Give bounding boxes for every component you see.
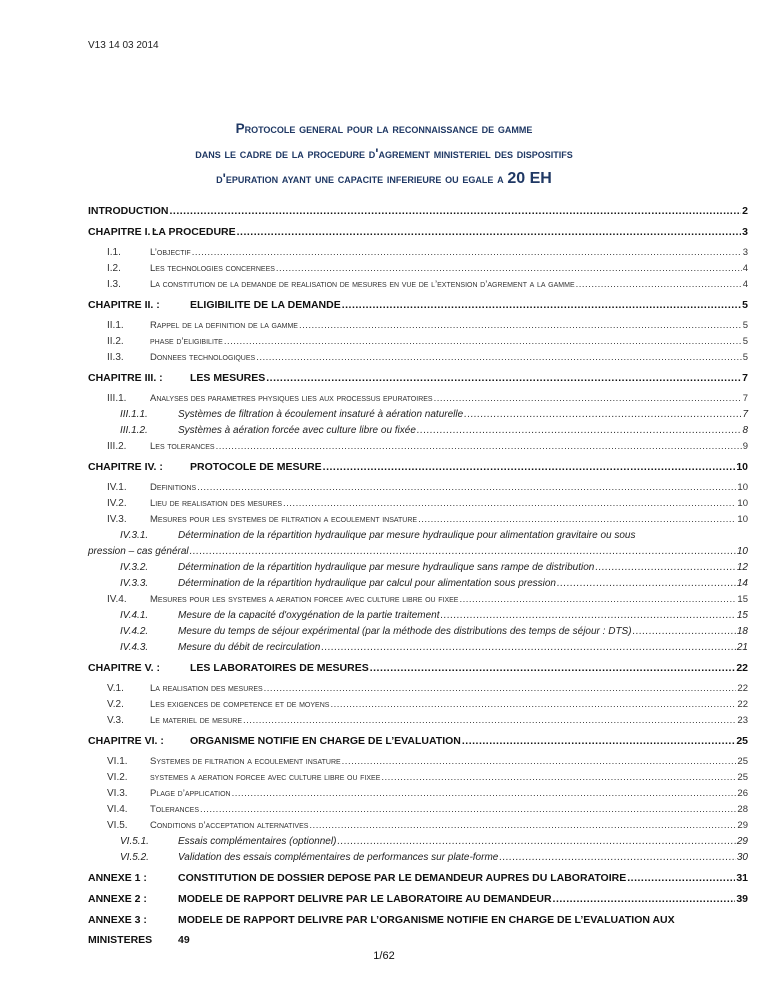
toc-number: VI.2. bbox=[107, 772, 128, 783]
toc-entry-l3[interactable] bbox=[88, 576, 748, 592]
toc-entry-l2[interactable] bbox=[88, 391, 748, 407]
title-capacity: 20 EH bbox=[507, 170, 552, 187]
dot-leader bbox=[283, 496, 736, 512]
toc-number: IV.4.3. bbox=[120, 642, 149, 653]
toc-entry-annex-continued[interactable] bbox=[88, 932, 748, 949]
toc-page: 10 bbox=[736, 546, 748, 557]
toc-page: 26 bbox=[737, 788, 748, 799]
toc-number: VI.3. bbox=[107, 788, 128, 799]
toc-label: Détermination de la répartition hydraulique par calcul pour alimentation sous pression bbox=[178, 578, 556, 589]
toc-label: Tolerances bbox=[150, 804, 199, 815]
dot-leader bbox=[627, 870, 735, 886]
toc-entry-l2[interactable] bbox=[88, 318, 748, 334]
dot-leader bbox=[323, 459, 736, 475]
dot-leader bbox=[434, 391, 742, 407]
toc-number: IV.2. bbox=[107, 498, 127, 509]
dot-leader bbox=[330, 697, 736, 713]
toc-entry-l3[interactable] bbox=[88, 624, 748, 640]
toc-label: Systemes de filtration a ecoulement insature bbox=[150, 756, 341, 767]
toc-number: ANNEXE 2 : bbox=[88, 893, 147, 905]
document-version: V13 14 03 2014 bbox=[88, 40, 159, 51]
toc-number: CHAPITRE VI. : bbox=[88, 735, 164, 747]
dot-leader bbox=[299, 318, 742, 334]
toc-label: Détermination de la répartition hydraulique par mesure hydraulique pour alimentation gravitaire ou sous bbox=[178, 530, 636, 541]
toc-number: ANNEXE 1 : bbox=[88, 872, 147, 884]
toc-label: PROTOCOLE DE MESURE bbox=[190, 461, 322, 473]
toc-entry-chap[interactable] bbox=[88, 660, 748, 677]
dot-leader bbox=[459, 592, 736, 608]
toc-number: I.3. bbox=[107, 279, 121, 290]
dot-leader bbox=[276, 261, 742, 277]
dot-leader bbox=[464, 407, 741, 423]
toc-entry-chap[interactable] bbox=[88, 370, 748, 387]
toc-number: VI.5. bbox=[107, 820, 128, 831]
dot-leader bbox=[192, 245, 742, 261]
toc-number: IV.4.2. bbox=[120, 626, 149, 637]
dot-leader bbox=[237, 224, 742, 240]
toc-page: 28 bbox=[737, 804, 748, 815]
toc-page: 5 bbox=[742, 299, 748, 311]
toc-page: 5 bbox=[742, 320, 748, 331]
toc-number: IV.4. bbox=[107, 594, 127, 605]
toc-label: CONSTITUTION DE DOSSIER DEPOSE PAR LE DEMANDEUR AUPRES DU LABORATOIRE bbox=[178, 872, 627, 884]
toc-label: MODELE DE RAPPORT DELIVRE PAR LE LABORATOIRE AU DEMANDEUR bbox=[178, 893, 552, 905]
toc-entry-annex[interactable] bbox=[88, 870, 748, 887]
toc-label: Conditions d’acceptation alternatives bbox=[150, 820, 309, 831]
toc-number: V.1. bbox=[107, 683, 124, 694]
dot-leader bbox=[576, 277, 742, 293]
toc-number: III.1.2. bbox=[120, 425, 148, 436]
toc-page: 2 bbox=[742, 205, 748, 217]
toc-entry-l3[interactable] bbox=[88, 850, 748, 866]
toc-number: III.1.1. bbox=[120, 409, 148, 420]
toc-entry-l2[interactable] bbox=[88, 802, 748, 818]
toc-label: La realisation des mesures bbox=[150, 683, 263, 694]
toc-number: VI.4. bbox=[107, 804, 128, 815]
toc-label: Le materiel de mesure bbox=[150, 715, 243, 726]
toc-number: IV.3.1. bbox=[120, 530, 149, 541]
toc-entry-l2[interactable] bbox=[88, 818, 748, 834]
toc-entry-chap[interactable] bbox=[88, 733, 748, 750]
toc-label: Mesure du débit de recirculation bbox=[178, 642, 321, 653]
toc-page: 15 bbox=[737, 594, 748, 605]
dot-leader bbox=[264, 681, 737, 697]
toc-entry-l3[interactable] bbox=[88, 423, 748, 439]
toc-label: Validation des essais complémentaires de performances sur plate-forme bbox=[178, 852, 499, 863]
table-of-contents bbox=[88, 203, 748, 950]
toc-page: 22 bbox=[736, 662, 748, 674]
toc-entry-chap[interactable] bbox=[88, 224, 748, 241]
toc-number: II.1. bbox=[107, 320, 124, 331]
toc-page: 10 bbox=[737, 482, 748, 493]
toc-number: IV.4.1. bbox=[120, 610, 149, 621]
toc-label: Mesure du temps de séjour expérimental (par la méthode des distributions des temps de séjour : DTS) bbox=[178, 626, 632, 637]
toc-label: Systèmes de filtration à écoulement insaturé à aération naturelle bbox=[178, 409, 464, 420]
toc-page: 49 bbox=[178, 934, 190, 946]
dot-leader bbox=[595, 560, 736, 576]
toc-entry-annex[interactable] bbox=[88, 912, 748, 932]
toc-entry-l2[interactable] bbox=[88, 334, 748, 350]
toc-page: 9 bbox=[742, 441, 748, 452]
toc-label: Les exigences de competence et de moyens bbox=[150, 699, 330, 710]
toc-label: Les tolerances bbox=[150, 441, 215, 452]
toc-entry-l2[interactable] bbox=[88, 512, 748, 528]
toc-label: Donnees technologiques bbox=[150, 352, 256, 363]
toc-entry-l2[interactable] bbox=[88, 245, 748, 261]
toc-label: INTRODUCTION bbox=[88, 205, 169, 217]
toc-label: systemes a aeration forcee avec culture libre ou fixee bbox=[150, 772, 381, 783]
toc-label: L’objectif bbox=[150, 247, 191, 258]
toc-number: CHAPITRE V. : bbox=[88, 662, 160, 674]
toc-entry-annex[interactable] bbox=[88, 891, 748, 908]
toc-page: 25 bbox=[737, 756, 748, 767]
toc-page: 18 bbox=[736, 626, 748, 637]
toc-label-continued: pression – cas général bbox=[88, 546, 189, 557]
dot-leader bbox=[342, 297, 741, 313]
toc-label: LES LABORATOIRES DE MESURES bbox=[190, 662, 369, 674]
toc-number: III.2. bbox=[107, 441, 127, 452]
toc-label: LA PROCEDURE bbox=[152, 226, 236, 238]
toc-page: 4 bbox=[742, 279, 748, 290]
toc-page: 7 bbox=[742, 393, 748, 404]
toc-number: II.3. bbox=[107, 352, 124, 363]
toc-number: CHAPITRE III. : bbox=[88, 372, 163, 384]
toc-page: 4 bbox=[742, 263, 748, 274]
dot-leader bbox=[342, 754, 737, 770]
toc-page: 25 bbox=[737, 772, 748, 783]
toc-label: Mesure de la capacité d'oxygénation de la partie traitement bbox=[178, 610, 440, 621]
dot-leader bbox=[224, 334, 742, 350]
toc-page: 29 bbox=[737, 820, 748, 831]
toc-label: Rappel de la definition de la gamme bbox=[150, 320, 298, 331]
toc-number: IV.3.2. bbox=[120, 562, 149, 573]
toc-entry-l2[interactable] bbox=[88, 697, 748, 713]
toc-entry-l2[interactable] bbox=[88, 350, 748, 366]
toc-page: 5 bbox=[742, 352, 748, 363]
toc-number: I.1. bbox=[107, 247, 121, 258]
toc-page: 10 bbox=[736, 461, 748, 473]
toc-entry-l2[interactable] bbox=[88, 786, 748, 802]
toc-page: 39 bbox=[736, 893, 748, 905]
toc-label: Lieu de realisation des mesures bbox=[150, 498, 283, 509]
dot-leader bbox=[197, 480, 736, 496]
toc-entry-l3[interactable] bbox=[88, 528, 748, 544]
toc-number: IV.3.3. bbox=[120, 578, 149, 589]
toc-number: VI.5.1. bbox=[120, 836, 149, 847]
toc-label: Plage d’application bbox=[150, 788, 231, 799]
toc-label: Analyses des parametres physiques lies aux processus epuratoires bbox=[150, 393, 433, 404]
toc-entry-l3[interactable] bbox=[88, 640, 748, 656]
toc-number: VI.5.2. bbox=[120, 852, 149, 863]
toc-page: 23 bbox=[737, 715, 748, 726]
toc-page: 25 bbox=[736, 735, 748, 747]
toc-page: 10 bbox=[737, 498, 748, 509]
toc-label: Les technologies concernees bbox=[150, 263, 275, 274]
title-line-3 bbox=[0, 166, 768, 191]
dot-leader bbox=[633, 624, 736, 640]
toc-label: Mesures pour les systemes de filtration a ecoulement insature bbox=[150, 514, 418, 525]
toc-entry-l3[interactable] bbox=[88, 608, 748, 624]
title-line-3-text: d'epuration ayant une capacite inferieure ou egale a bbox=[216, 171, 504, 186]
toc-number-continued: MINISTERES bbox=[88, 934, 153, 946]
toc-entry-continued[interactable] bbox=[88, 544, 748, 560]
toc-number: CHAPITRE II. : bbox=[88, 299, 160, 311]
toc-entry-l3[interactable] bbox=[88, 560, 748, 576]
toc-number: VI.1. bbox=[107, 756, 128, 767]
toc-page: 10 bbox=[737, 514, 748, 525]
toc-entry-l2[interactable] bbox=[88, 713, 748, 729]
toc-number: V.2. bbox=[107, 699, 124, 710]
toc-label: La constitution de la demande de realisation de mesures en vue de l’extension d’agrement a la gamme bbox=[150, 279, 575, 290]
toc-page: 30 bbox=[736, 852, 748, 863]
toc-entry-l2[interactable] bbox=[88, 480, 748, 496]
toc-number: IV.1. bbox=[107, 482, 127, 493]
toc-entry-l3[interactable] bbox=[88, 407, 748, 423]
toc-number: III.1. bbox=[107, 393, 127, 404]
dot-leader bbox=[417, 423, 742, 439]
dot-leader bbox=[381, 770, 736, 786]
toc-page: 31 bbox=[736, 872, 748, 884]
toc-page: 8 bbox=[742, 425, 748, 436]
toc-label: Systèmes à aération forcée avec culture libre ou fixée bbox=[178, 425, 416, 436]
toc-label: Definitions bbox=[150, 482, 197, 493]
toc-entry-introduction[interactable] bbox=[88, 203, 748, 220]
toc-label: LES MESURES bbox=[190, 372, 266, 384]
toc-number: V.3. bbox=[107, 715, 124, 726]
dot-leader bbox=[232, 786, 737, 802]
dot-leader bbox=[462, 733, 735, 749]
dot-leader bbox=[243, 713, 736, 729]
dot-leader bbox=[200, 802, 736, 818]
dot-leader bbox=[418, 512, 736, 528]
toc-page: 7 bbox=[742, 372, 748, 384]
document-title bbox=[0, 116, 768, 191]
dot-leader bbox=[441, 608, 736, 624]
toc-entry-l2[interactable] bbox=[88, 277, 748, 293]
toc-page: 21 bbox=[736, 642, 748, 653]
toc-page: 5 bbox=[742, 336, 748, 347]
dot-leader bbox=[256, 350, 742, 366]
toc-label: Essais complémentaires (optionnel) bbox=[178, 836, 337, 847]
toc-page: 29 bbox=[736, 836, 748, 847]
dot-leader bbox=[553, 891, 736, 907]
toc-number: IV.3. bbox=[107, 514, 127, 525]
toc-number: I.2. bbox=[107, 263, 121, 274]
dot-leader bbox=[190, 544, 736, 560]
toc-entry-l2[interactable] bbox=[88, 496, 748, 512]
toc-entry-l2[interactable] bbox=[88, 592, 748, 608]
page-number: 1/62 bbox=[373, 950, 395, 962]
toc-label: Détermination de la répartition hydraulique par mesure hydraulique sans rampe de distribution bbox=[178, 562, 595, 573]
toc-entry-l3[interactable] bbox=[88, 834, 748, 850]
toc-label: Mesures pour les systemes a aeration forcee avec culture libre ou fixee bbox=[150, 594, 459, 605]
title-line-2: dans le cadre de la procedure d'agrement ministeriel des dispositifs bbox=[195, 146, 573, 161]
dot-leader bbox=[499, 850, 736, 866]
toc-number: II.2. bbox=[107, 336, 124, 347]
toc-entry-l2[interactable] bbox=[88, 770, 748, 786]
dot-leader bbox=[266, 370, 741, 386]
toc-entry-l2[interactable] bbox=[88, 754, 748, 770]
dot-leader bbox=[557, 576, 736, 592]
toc-label: phase d’eligibilite bbox=[150, 336, 223, 347]
toc-entry-chap[interactable] bbox=[88, 297, 748, 314]
toc-number: CHAPITRE IV. : bbox=[88, 461, 163, 473]
toc-label: MODELE DE RAPPORT DELIVRE PAR L’ORGANISME NOTIFIE EN CHARGE DE L’EVALUATION AUX bbox=[178, 914, 675, 926]
dot-leader bbox=[370, 660, 736, 676]
dot-leader bbox=[337, 834, 735, 850]
toc-entry-chap[interactable] bbox=[88, 459, 748, 476]
toc-number: CHAPITRE I. : bbox=[88, 226, 157, 238]
toc-number: ANNEXE 3 : bbox=[88, 914, 147, 926]
toc-entry-l2[interactable] bbox=[88, 439, 748, 455]
dot-leader bbox=[321, 640, 736, 656]
toc-entry-l2[interactable] bbox=[88, 261, 748, 277]
toc-label: ORGANISME NOTIFIE EN CHARGE DE L’EVALUATION bbox=[190, 735, 461, 747]
toc-entry-l2[interactable] bbox=[88, 681, 748, 697]
toc-page: 22 bbox=[737, 683, 748, 694]
toc-page: 3 bbox=[742, 226, 748, 238]
title-line-1: Protocole general pour la reconnaissance de gamme bbox=[235, 121, 533, 136]
dot-leader bbox=[309, 818, 736, 834]
toc-page: 14 bbox=[736, 578, 748, 589]
toc-page: 3 bbox=[742, 247, 748, 258]
toc-page: 22 bbox=[737, 699, 748, 710]
toc-page: 15 bbox=[736, 610, 748, 621]
toc-label: ELIGIBILITE DE LA DEMANDE bbox=[190, 299, 341, 311]
dot-leader bbox=[170, 203, 742, 219]
toc-page: 7 bbox=[742, 409, 748, 420]
dot-leader bbox=[216, 439, 742, 455]
toc-page: 12 bbox=[736, 562, 748, 573]
